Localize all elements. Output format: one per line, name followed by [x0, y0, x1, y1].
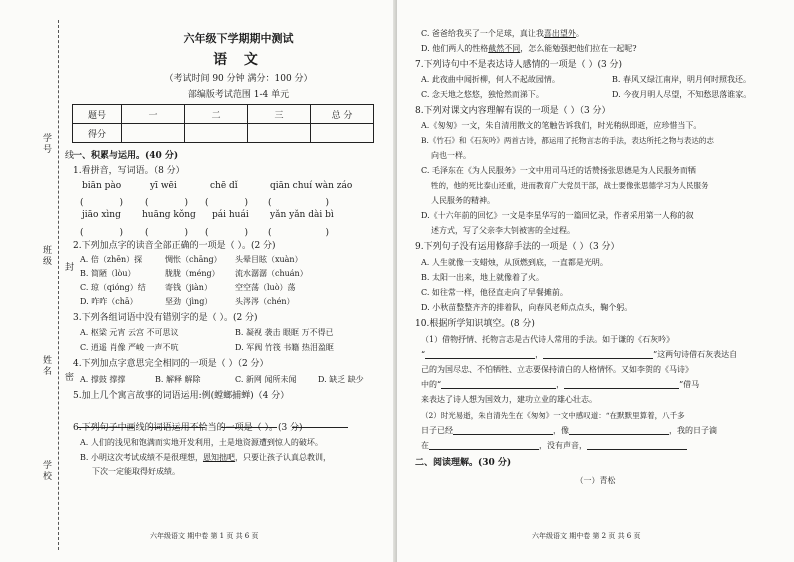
q6-option-c-pre: C. 爸爸给我买了一个足球，真让我 [421, 29, 544, 38]
q7-option-b[interactable]: B. 春风又绿江南岸，明月何时照我还。 [612, 75, 751, 84]
pinyin: jiāo xìng [82, 210, 121, 220]
exam-scope: 部编版考试范围 1-4 单元 [187, 90, 290, 100]
q2-option-b: 胧胧（méng） [165, 269, 220, 278]
binding-mark-bind: 密 [63, 372, 73, 383]
q6-option-b-line2: 下次一定能取得好成绩。 [92, 467, 180, 476]
q10-stem: 10.根据所学知识填空。(8 分) [415, 319, 535, 329]
binding-mark-line: 线 [63, 150, 73, 161]
q6-option-d-pre: D. 他们两人的性格 [421, 44, 489, 53]
q9-option-b[interactable]: B. 太阳一出来，地上就像着了火。 [421, 273, 544, 282]
q5-stem: 5.加上几个寓言故事的词语运用:例(螳螂捕蝉)（4 分） [73, 391, 290, 401]
score-cell[interactable] [122, 124, 185, 143]
pinyin: chē dǐ [210, 181, 238, 191]
q8-option-c[interactable]: C. 毛泽东在《为人民服务》一文中用司马迁的话赞扬张思德是为人民服务而牺 [421, 166, 696, 175]
q6-option-c-post: 。 [575, 29, 584, 38]
passage-title: （一）青松 [575, 476, 616, 485]
pinyin: qiān chuí wàn záo [270, 181, 353, 191]
q6-option-c[interactable] [421, 30, 584, 38]
q8-option-c-line2: 牲的，他的死比泰山还重，进而教育广大党员干部，战士要像张思德学习为人民服务 [431, 181, 709, 190]
footer-page-2: 六年级语文 期中卷 第 2 页 共 6 页 [532, 532, 641, 540]
score-cell[interactable] [185, 124, 248, 143]
q4-stem: 4.下列加点字意思完全相同的一项是（ ）（2 分） [73, 359, 269, 369]
q3-stem: 3.下列各组词语中没有错别字的是（ ）。(2 分) [73, 313, 258, 323]
score-head-two: 二 [185, 105, 248, 124]
q8-option-a[interactable]: A.《匆匆》一文，朱自清用散文的笔触告诉我们，时光稍纵即逝，应珍惜当下。 [421, 121, 702, 130]
school-label: 学校 [41, 460, 51, 482]
section2-heading: 二、阅读理解。(30 分) [415, 458, 512, 468]
seat-label: 学号 [41, 133, 51, 155]
q6-option-d-post: ，怎么能勉强把他们拉在一起呢? [520, 44, 637, 53]
q2-option-a[interactable]: A. 倍（zhēn）探 [80, 255, 143, 264]
q8-stem: 8.下列对课文内容理解有误的一项是（ ）（3 分） [415, 106, 611, 116]
q8-option-d[interactable]: D.《十六年前的回忆》一文是李星华写的一篇回忆录，作者采用第一人称的叙 [421, 211, 694, 220]
answer-box[interactable]: ( ) [268, 198, 330, 208]
q4-option-a[interactable]: A. 撑鼓 撑撑 [80, 375, 126, 384]
q6-option-b-post: ，只要让孩子认真总教训， [234, 453, 331, 462]
q4-option-c[interactable]: C. 新网 闻所未闻 [235, 375, 297, 384]
score-head-one: 一 [122, 105, 185, 124]
q10-part2-line2-pre: 日子已经 [421, 426, 453, 435]
q10-part2-line2-mid: ，像 [553, 426, 569, 435]
score-row-label: 得分 [73, 124, 122, 143]
q2-option-d[interactable]: D. 咋咋（chā） [80, 297, 138, 306]
q3-option-a[interactable]: A. 枢梁 元宵 云宫 不可思议 [80, 328, 179, 337]
q2-option-a: 头晕目眩（xuàn） [235, 255, 303, 264]
answer-box[interactable]: ( ) [205, 228, 249, 238]
q6-option-a[interactable]: A. 人们的浅见和饱满而实地开发利用，土是地资源遭到惊人的破坏。 [80, 438, 323, 447]
q3-option-d[interactable]: D. 军阀 竹筏 书籍 热泪盈眶 [235, 343, 334, 352]
q6-option-d-underlined: 截然不同 [488, 44, 521, 53]
q1-stem: 1.看拼音，写词语。（8 分） [73, 166, 185, 176]
q7-option-c[interactable]: C. 念天地之悠悠，独怆然而涕下。 [421, 90, 544, 99]
q5-answer-blanks[interactable] [78, 409, 348, 419]
q6-option-d[interactable] [421, 45, 637, 53]
q6-option-b-underlined: 恩知拙吧 [202, 453, 235, 462]
q9-option-c[interactable]: C. 如往常一样，他径直走向了早餐摊前。 [421, 288, 568, 297]
q9-stem: 9.下列句子没有运用修辞手法的一项是（ ）（3 分） [415, 242, 620, 252]
q10-part2-line3-post: ，没有声音， [539, 441, 587, 450]
q7-option-a[interactable]: A. 此夜曲中闻折柳，何人不起故园情。 [421, 75, 560, 84]
q2-option-a: 惆怅（chāng） [165, 255, 222, 264]
q4-option-d[interactable]: D. 缺乏 缺少 [318, 375, 364, 384]
score-head-three: 三 [248, 105, 311, 124]
answer-box[interactable]: ( ) [145, 228, 189, 238]
q9-option-d[interactable]: D. 小秋苗整整齐齐的排着队，向春风老师点点头，鞠个躬。 [421, 303, 633, 312]
pinyin: huāng kǒng [142, 210, 196, 220]
score-head-item: 题号 [73, 105, 122, 124]
pinyin: pái huái [212, 210, 249, 220]
q4-option-b[interactable]: B. 解释 解除 [155, 375, 201, 384]
q10-part1-line4-pre: 中的“ [421, 380, 442, 389]
exam-title: 六年级下学期期中测试 [183, 32, 294, 45]
q8-option-b-line2: 向也一样。 [431, 151, 471, 160]
q3-option-c[interactable]: C. 逍遥 肖像 严峻 一声不吭 [80, 343, 179, 352]
q6-option-b[interactable] [80, 454, 331, 462]
q10-part1-line3: 己的为国尽忠、不怕牺牲、立志要保持清白的人格情怀。又如李贺的《马诗》 [421, 365, 693, 374]
score-cell[interactable] [248, 124, 311, 143]
pinyin: yǎn yǎn dài bì [270, 210, 334, 220]
q10-part1-line4-post: ”借马 [679, 380, 700, 389]
q10-part1-line2-tail: 这两句诗借石灰表达自 [657, 350, 738, 359]
q2-option-c: 空空荡（luò）荡 [235, 283, 296, 292]
q6-stem: 6.下列句子中画线的词语运用不恰当的一项是（ ）。(3 分) [73, 423, 303, 433]
q2-stem: 2.下列加点字的读音全部正确的一项是（ ）。(2 分) [73, 241, 276, 251]
q8-option-d-line2: 述方式，写了父亲李大钊被害的全过程。 [431, 226, 575, 235]
class-label: 班级 [41, 245, 51, 267]
q10-part1-line1: （1）借物抒情、托物言志是古代诗人常用的手法。如于谦的《石灰吟》 [421, 335, 675, 344]
q10-part2-line3[interactable] [421, 442, 687, 450]
q10-part1-line5: 来表达了诗人想为国效力，建功立业的雄心壮志。 [421, 395, 597, 404]
answer-box[interactable]: ( ) [80, 228, 124, 238]
pinyin: yī wēi [150, 181, 177, 191]
q9-option-a[interactable]: A. 人生就像一支蜡烛，从顶燃到底，一直都是光明。 [421, 258, 608, 267]
q6-option-c-underlined: 喜出望外 [543, 29, 576, 38]
q2-option-d: 坚劲（jìng） [165, 297, 213, 306]
section1-heading: 一、积累与运用。(40 分) [73, 151, 179, 161]
answer-box[interactable]: ( ) [80, 198, 124, 208]
exam-info: （考试时间 90 分钟 满分：100 分） [164, 74, 313, 84]
q3-option-b[interactable]: B. 凝视 袭击 眼眶 万不得已 [235, 328, 334, 337]
q10-part2-line1: （2）时光易逝，朱自清先生在《匆匆》一文中感叹道：“在默默里算着，八千多 [421, 411, 685, 420]
q2-option-b[interactable]: B. 简陋（lòu） [80, 269, 136, 278]
q10-part1-line4[interactable]: 中的“ ， ”借马 [421, 380, 700, 389]
binding-mark-seal: 封 [63, 262, 73, 273]
answer-box[interactable]: ( ) [268, 228, 330, 238]
q7-option-d[interactable]: D. 今夜月明人尽望，不知愁思落谁家。 [612, 90, 752, 99]
q2-option-c[interactable]: C. 琼（qióng）结 [80, 283, 146, 292]
q8-option-b[interactable]: B.《竹石》和《石灰吟》两首古诗，都运用了托物言志的手法，表达所托之物与表达的志 [421, 136, 714, 145]
score-head-total: 总 分 [311, 105, 374, 124]
score-cell[interactable] [311, 124, 374, 143]
answer-box[interactable]: ( ) [145, 198, 189, 208]
answer-box[interactable]: ( ) [205, 198, 249, 208]
q2-option-b: 流水潺潺（chuán） [235, 269, 308, 278]
score-table [72, 104, 374, 143]
q6-option-b-pre: B. 小明这次考试成绩不是很理想， [80, 453, 203, 462]
subject-title: 语 文 [213, 52, 264, 68]
q10-part2-line2-post: ，我的日子滴 [669, 426, 717, 435]
right-page [397, 0, 794, 562]
q10-part2-line3-pre: 在 [421, 441, 429, 450]
q2-option-d: 头涔涔（chén） [235, 297, 295, 306]
q10-part2-line2[interactable] [421, 427, 717, 435]
footer-page-1: 六年级语文 期中卷 第 1 页 共 6 页 [150, 532, 259, 540]
q10-part1-line2[interactable]: “ ， ”这两句诗借石灰表达自 [421, 350, 738, 359]
q2-option-c: 寄钱（jiàn） [165, 283, 212, 292]
q8-option-c-line3: 人民服务的精神。 [431, 196, 495, 205]
pinyin: biān pào [82, 181, 122, 191]
name-label: 姓名 [41, 355, 51, 377]
q7-stem: 7.下列诗句中不是表达诗人感情的一项是（ ）(3 分) [415, 60, 623, 70]
